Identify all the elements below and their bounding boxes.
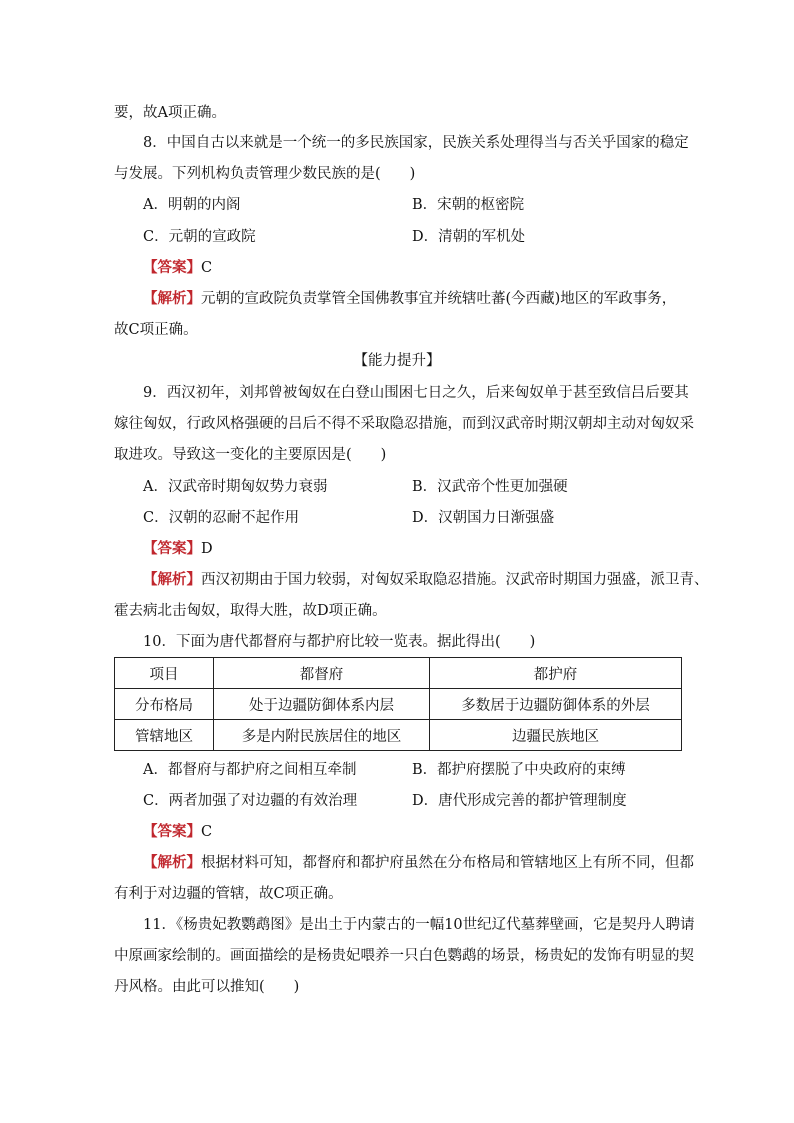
q10-analysis-line: 有利于对边疆的管辖，故C项正确。 [114,886,343,902]
q10-analysis [143,853,694,873]
q9-option-c: C．汉朝的忍耐不起作用 [143,510,300,526]
q8-option-d: D．清朝的军机处 [412,229,526,245]
q9-option-b: B．汉武帝个性更加强硬 [412,479,568,495]
q10-option-a: A．都督府与都护府之间相互牵制 [143,762,357,778]
table-cell: 多是内附民族居住的地区 [214,720,430,751]
answer-label: 【答案】 [143,259,201,276]
analysis-text: 元朝的宣政院负责掌管全国佛教事宜并统辖吐蕃(今西藏)地区的军政事务， [201,291,677,307]
q10-option-c: C．两者加强了对边疆的有效治理 [143,793,358,809]
q11-stem-line: 11．《杨贵妃教鹦鹉图》是出土于内蒙古的一幅10世纪辽代墓葬壁画，它是契丹人聘请 [143,917,695,933]
analysis-label: 【解析】 [143,854,201,871]
q10-answer [143,822,212,842]
q8-option-a: A．明朝的内阁 [143,197,241,213]
table-header-cell: 都护府 [430,658,682,689]
q8-option-b: B．宋朝的枢密院 [412,197,525,213]
q10-option-d: D．唐代形成完善的都护管理制度 [412,793,627,809]
answer-label: 【答案】 [143,540,201,557]
q9-analysis-line: 霍去病北击匈奴，取得大胜，故D项正确。 [114,603,387,619]
q9-stem-line: 取进攻。导致这一变化的主要原因是( ) [114,447,387,463]
q10-option-b: B．都护府摆脱了中央政府的束缚 [412,762,626,778]
answer-label: 【答案】 [143,823,201,840]
q9-stem-line: 嫁往匈奴，行政风格强硬的吕后不得不采取隐忍措施，而到汉武帝时期汉朝却主动对匈奴采 [114,416,694,432]
table-cell: 边疆民族地区 [430,720,682,751]
comparison-table [114,657,682,751]
section-title: 【能力提升】 [353,353,441,369]
table-cell: 管辖地区 [115,720,214,751]
analysis-text: 西汉初期由于国力较弱，对匈奴采取隐忍措施。汉武帝时期国力强盛，派卫青、 [201,572,709,588]
analysis-label: 【解析】 [143,290,201,307]
q9-option-a: A．汉武帝时期匈奴势力衰弱 [143,479,328,495]
q11-stem-line: 丹风格。由此可以推知( ) [114,979,300,995]
table-cell: 多数居于边疆防御体系的外层 [430,689,682,720]
previous-analysis-tail: 要，故A项正确。 [114,105,226,121]
answer-value: D [201,541,213,557]
answer-value: C [201,824,213,840]
q9-analysis [143,570,709,590]
q8-stem-line: 8．中国自古以来就是一个统一的多民族国家，民族关系处理得当与否关乎国家的稳定 [143,135,689,151]
q8-option-c: C．元朝的宣政院 [143,229,256,245]
table-cell: 分布格局 [115,689,214,720]
analysis-label: 【解析】 [143,571,201,588]
table-header-row [115,658,682,689]
q10-stem: 10．下面为唐代都督府与都护府比较一览表。据此得出( ) [143,634,536,650]
q9-stem-line: 9．西汉初年，刘邦曾被匈奴在白登山围困七日之久，后来匈奴单于甚至致信吕后要其 [143,385,689,401]
table-row [115,689,682,720]
q11-stem-line: 中原画家绘制的。画面描绘的是杨贵妃喂养一只白色鹦鹉的场景，杨贵妃的发饰有明显的契 [114,948,694,964]
q9-answer [143,539,213,559]
table-row [115,720,682,751]
table-header-cell: 都督府 [214,658,430,689]
table-cell: 处于边疆防御体系内层 [214,689,430,720]
answer-value: C [201,260,213,276]
table-header-cell: 项目 [115,658,214,689]
q8-answer [143,258,212,278]
q8-analysis [143,289,676,309]
q9-option-d: D．汉朝国力日渐强盛 [412,510,555,526]
analysis-text: 根据材料可知，都督府和都护府虽然在分布格局和管辖地区上有所不同，但都 [201,855,694,871]
q8-analysis-line: 故C项正确。 [114,322,198,338]
q8-stem-line: 与发展。下列机构负责管理少数民族的是( ) [114,166,416,182]
